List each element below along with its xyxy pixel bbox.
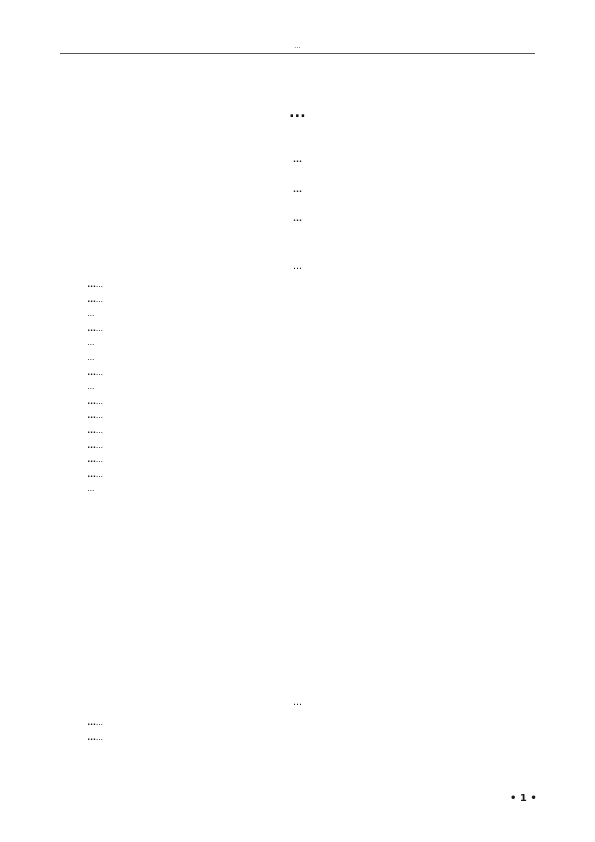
article-label: ... — [87, 425, 96, 435]
running-header: ... — [294, 42, 301, 50]
subtitle-line-3: ... — [293, 214, 302, 223]
article-text: ... — [95, 294, 104, 304]
chapter-2-body — [72, 716, 544, 745]
article-label: ... — [87, 455, 96, 465]
article-text: ... — [95, 732, 104, 742]
page-number: • 1 • — [510, 793, 537, 804]
subtitle-line-1: ... — [293, 155, 302, 164]
article-text: ... — [87, 352, 95, 362]
article-label: ... — [87, 411, 96, 421]
article-paragraph — [72, 731, 544, 746]
article-paragraph — [72, 424, 544, 439]
article-label: ... — [87, 294, 96, 304]
article-paragraph — [72, 468, 544, 483]
document-title: ... — [289, 105, 306, 121]
article-paragraph — [72, 336, 544, 351]
article-paragraph — [72, 482, 544, 497]
article-label: ... — [87, 440, 96, 450]
article-text: ... — [87, 382, 95, 392]
article-text: ... — [95, 469, 104, 479]
article-label: ... — [87, 469, 96, 479]
article-text: ... — [95, 455, 104, 465]
article-label: ... — [87, 367, 96, 377]
article-text: ... — [95, 411, 104, 421]
article-paragraph — [72, 380, 544, 395]
article-text: ... — [95, 367, 104, 377]
article-label: ... — [87, 323, 96, 333]
article-paragraph — [72, 453, 544, 468]
article-label: ... — [87, 280, 96, 289]
article-paragraph — [72, 278, 544, 293]
chapter-1-body — [72, 278, 544, 497]
subtitle-line-2: ... — [293, 185, 302, 194]
article-label: ... — [87, 732, 96, 742]
article-text: ... — [87, 338, 95, 348]
article-label: ... — [87, 396, 96, 406]
article-text: ... — [95, 396, 104, 406]
article-paragraph — [72, 322, 544, 337]
article-text: ... — [95, 425, 104, 435]
article-paragraph — [72, 351, 544, 366]
article-label: ... — [87, 718, 96, 727]
article-paragraph — [72, 366, 544, 381]
chapter-2-heading: ... — [292, 697, 303, 708]
article-text: ... — [95, 440, 104, 450]
article-paragraph — [72, 439, 544, 454]
article-paragraph — [72, 307, 544, 322]
article-paragraph — [72, 716, 544, 731]
article-paragraph — [72, 395, 544, 410]
article-paragraph — [72, 409, 544, 424]
article-paragraph — [72, 293, 544, 308]
header-rule — [60, 53, 535, 54]
article-text: ... — [95, 718, 104, 727]
article-text: ... — [95, 280, 104, 289]
chapter-1-heading: ... — [292, 261, 303, 272]
article-text: ... — [95, 323, 104, 333]
article-text: ... — [87, 309, 95, 319]
article-text: ... — [87, 484, 95, 494]
